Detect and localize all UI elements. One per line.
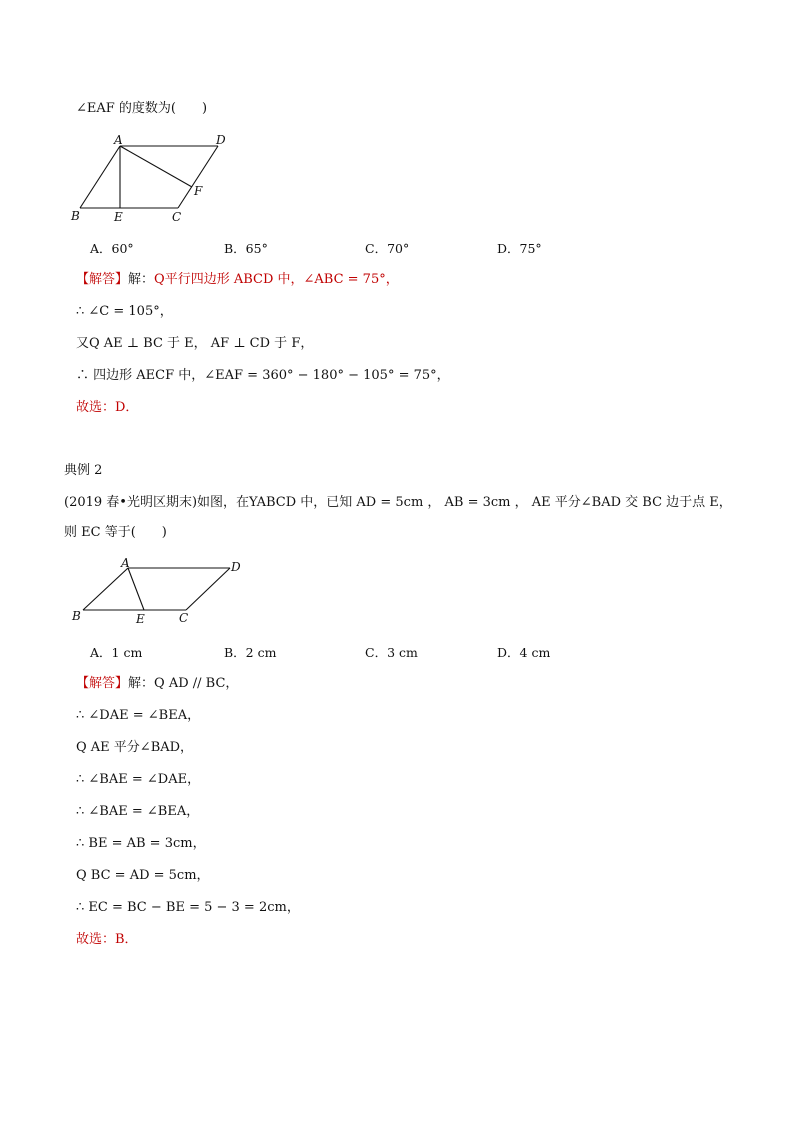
q2-solution-line-2: ∴ ∠DAE = ∠BEA， — [76, 708, 201, 723]
q2-label-d: D — [231, 560, 241, 574]
q2-edge-ab — [83, 568, 128, 610]
q1-figure — [68, 132, 238, 227]
q1-solution-jie: 解： — [128, 272, 155, 287]
q2-segment-ae — [128, 568, 144, 610]
q1-options — [90, 239, 610, 257]
q2-label-c: C — [179, 611, 189, 625]
q2-solution-line-6: ∴ BE = AB = 3cm， — [76, 836, 206, 851]
q1-label-a: A — [114, 133, 123, 147]
q2-option-c: C．3 cm — [365, 645, 418, 660]
q1-label-e: E — [114, 210, 123, 224]
q2-stem-line-2: 则 EC 等于( ) — [64, 525, 167, 540]
q1-solution-line-4: ∴ 四边形 AECF 中，∠EAF = 360° − 180° − 105° = 75°， — [76, 368, 450, 383]
q2-solution-line-9: 故选：B． — [76, 932, 138, 947]
q1-label-c: C — [172, 210, 182, 224]
q1-segment-af — [120, 146, 192, 187]
q2-solution-line-7: Q BC = AD = 5cm， — [76, 868, 210, 883]
q2-label-e: E — [136, 612, 145, 626]
q2-option-a: A．1 cm — [90, 645, 143, 660]
q2-option-b: B．2 cm — [224, 645, 277, 660]
q2-label-a: A — [121, 556, 130, 570]
q1-label-d: D — [216, 133, 226, 147]
q1-edge-ab — [80, 146, 120, 208]
q1-label-b: B — [71, 209, 80, 223]
q1-stem: ∠EAF 的度数为( ) — [76, 101, 208, 116]
q2-solution-line-1: Q AD // BC， — [154, 676, 239, 691]
q1-option-b: B．65° — [224, 241, 268, 256]
q1-solution-line-2: ∴ ∠C = 105°， — [76, 304, 173, 319]
q1-solution-line-5: 故选：D． — [76, 400, 139, 415]
q1-solution-line-3: 又Q AE ⊥ BC 于 E， AF ⊥ CD 于 F， — [76, 336, 314, 351]
q2-solution-line-3: Q AE 平分∠BAD， — [76, 740, 194, 755]
q1-solution-line-1: Q平行四边形 ABCD 中，∠ABC = 75°， — [154, 272, 399, 287]
q2-stem-line-1: (2019 春•光明区期末)如图，在YABCD 中，已知 AD = 5cm ， AB = 3cm ， AE 平分∠BAD 交 BC 边于点 E， — [64, 495, 732, 510]
q2-edge-cd — [186, 568, 230, 610]
q1-edge-cd — [178, 146, 218, 208]
q1-label-f: F — [194, 184, 203, 198]
q2-options — [90, 643, 610, 661]
q1-solution-head — [76, 271, 399, 289]
q2-solution-line-8: ∴ EC = BC − BE = 5 − 3 = 2cm， — [76, 900, 300, 915]
q1-option-c: C．70° — [365, 241, 410, 256]
q2-option-d: D．4 cm — [497, 645, 551, 660]
q2-solution-head — [76, 675, 238, 693]
q1-solution-tag: 【解答】 — [76, 272, 129, 287]
q2-solution-line-4: ∴ ∠BAE = ∠DAE， — [76, 772, 201, 787]
q2-heading: 典例 2 — [64, 463, 103, 478]
q2-solution-tag: 【解答】 — [76, 676, 129, 691]
q2-figure — [68, 556, 258, 631]
q2-solution-jie: 解： — [128, 676, 155, 691]
q2-label-b: B — [72, 609, 81, 623]
q1-option-d: D．75° — [497, 241, 542, 256]
q1-option-a: A．60° — [90, 241, 134, 256]
q2-solution-line-5: ∴ ∠BAE = ∠BEA， — [76, 804, 200, 819]
